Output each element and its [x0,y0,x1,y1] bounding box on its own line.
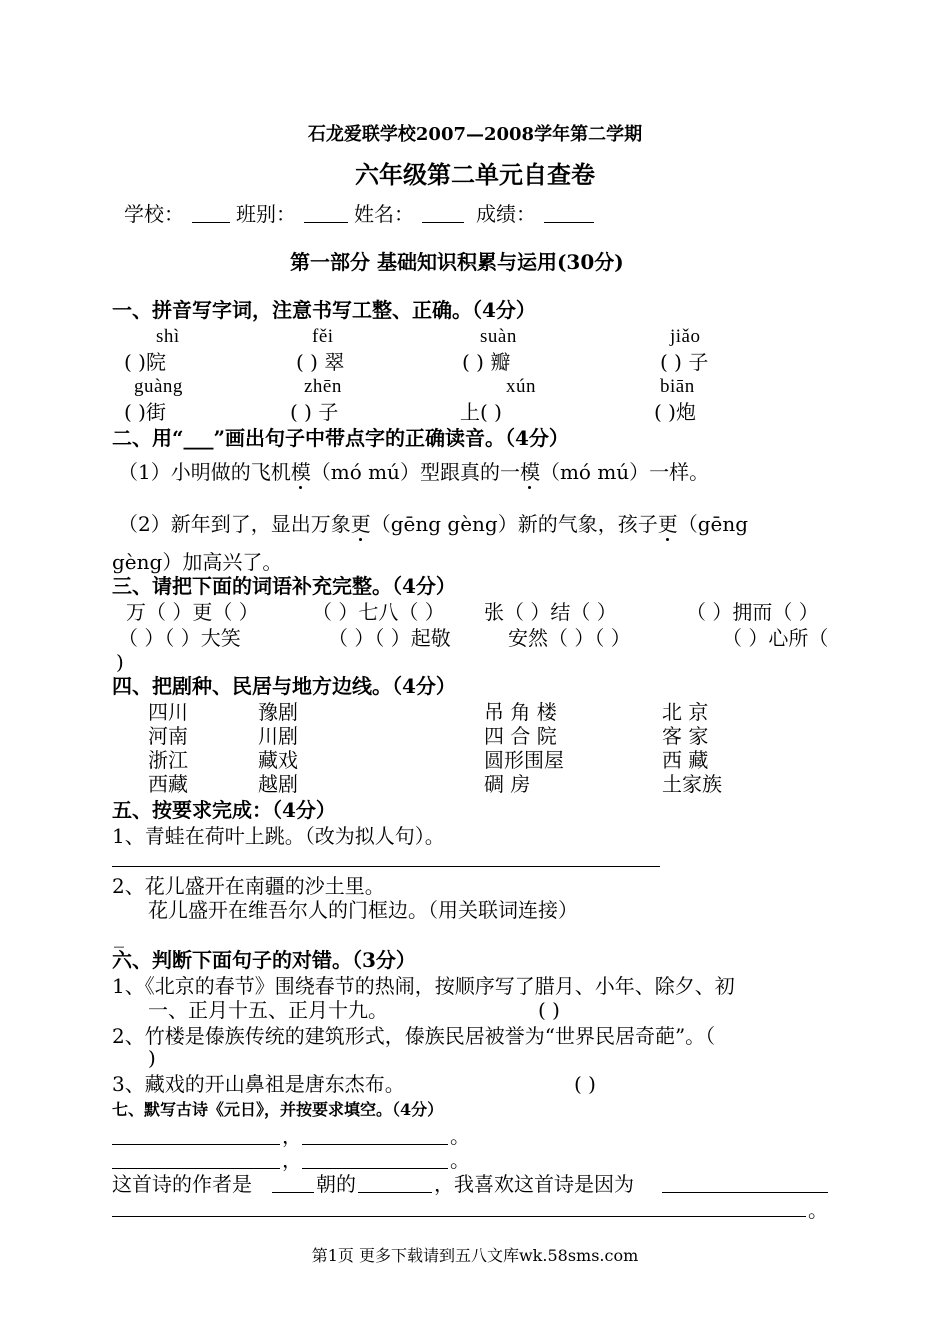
dotted-char: 模 [290,460,311,484]
idiom-8-close: ) [116,650,124,674]
q6-heading: 六、判断下面句子的对错。（3分） [112,948,416,972]
q3-heading: 三、请把下面的词语补充完整。（4分） [112,574,456,598]
dwelling-type[interactable]: 四 合 院 [484,724,557,748]
opera-type[interactable]: 豫剧 [258,700,298,724]
q5-item-2: 2、花儿盛开在南疆的沙土里。 [112,874,385,898]
dynasty-blank[interactable] [358,1192,432,1193]
school-field-blank[interactable] [192,222,230,223]
blank-ban[interactable]: ( ) 瓣 [462,350,511,374]
place-left[interactable]: 西藏 [148,772,188,796]
blank-pao[interactable]: ( )炮 [654,400,696,424]
place-left[interactable]: 浙江 [148,748,188,772]
blank-yuan[interactable]: ( )院 [124,350,166,374]
idiom-4[interactable]: （ ）拥而（ ） [686,600,819,624]
q7-heading: 七、默写古诗《元日》，并按要求填空。（4分） [112,1100,444,1119]
blank-shang[interactable]: 上( ) [460,400,502,424]
q7-author-text-c: ，我喜欢这首诗是因为 [434,1172,634,1196]
poem-comma: ， [282,1148,302,1172]
idiom-5[interactable]: （ ）（ ）大笑 [118,626,241,650]
idiom-1[interactable]: 万（ ）更（ ） [126,600,259,624]
page-footer: 第1页 更多下载请到五八文库wk.58sms.com [311,1246,639,1265]
q2-s1-text-a: （1）小明做的飞机 [118,460,291,484]
reason-blank-1[interactable] [662,1192,828,1193]
score-field-label: 成绩： [476,202,536,226]
idiom-3[interactable]: 张（ ）结（ ） [484,600,617,624]
q2-s2-text-c: （gēng [677,512,749,536]
q2-sentence-1 [118,460,709,484]
class-field-blank[interactable] [304,222,348,223]
poem-line-1a[interactable] [112,1144,280,1145]
place-right[interactable]: 客 家 [662,724,709,748]
idiom-7[interactable]: 安然（ ）（ ） [508,626,631,650]
q6-answer-3[interactable]: ( ) [574,1072,596,1096]
q6-item-1-cont: 一、正月十五、正月十九。 [148,998,388,1022]
name-field-blank[interactable] [422,222,464,223]
q2-s2-text-b: （gēng gèng）新的气象，孩子 [370,512,658,536]
opera-type[interactable]: 越剧 [258,772,298,796]
place-right[interactable]: 北 京 [662,700,709,724]
q5-answer-line-2[interactable]: _ [114,924,124,948]
q5-answer-line-1[interactable] [112,866,660,867]
q2-heading: 二、用“___”画出句子中带点字的正确读音。（4分） [112,426,569,450]
author-blank[interactable] [272,1192,314,1193]
poem-line-2b[interactable] [302,1168,448,1169]
reason-period: 。 [808,1198,828,1222]
blank-cui[interactable]: ( ) 翠 [296,350,345,374]
q2-sentence-2 [118,512,748,536]
dotted-char: 更 [350,512,371,536]
opera-type[interactable]: 川剧 [258,724,298,748]
place-right[interactable]: 土家族 [662,772,722,796]
q4-heading: 四、把剧种、民居与地方边线。（4分） [112,674,456,698]
dwelling-type[interactable]: 吊 角 楼 [484,700,557,724]
poem-period: 。 [450,1124,470,1148]
reason-blank-2[interactable] [112,1216,806,1217]
idiom-6[interactable]: （ ）（ ）起敬 [328,626,451,650]
pinyin-jiao: jiǎo [670,326,701,347]
q5-item-1: 1、青蛙在荷叶上跳。（改为拟人句）。 [112,824,445,848]
pinyin-guang: guàng [134,376,183,397]
q7-author-text-a: 这首诗的作者是 [112,1172,252,1196]
q1-heading: 一、拼音写字词，注意书写工整、正确。（4分） [112,298,536,322]
q6-answer-2[interactable]: ) [148,1046,156,1070]
poem-comma: ， [282,1124,302,1148]
q2-s2-text-a: （2）新年到了，显出万象 [118,512,351,536]
pinyin-suan: suàn [480,326,517,347]
opera-type[interactable]: 藏戏 [258,748,298,772]
q5-heading: 五、按要求完成：（4分） [112,798,336,822]
pinyin-fei: fěi [312,326,334,347]
idiom-2[interactable]: （ ）七八（ ） [312,600,445,624]
page-title: 六年级第二单元自查卷 [355,160,595,189]
q6-item-2: 2、竹楼是傣族传统的建筑形式，傣族民居被誉为“世界民居奇葩”。（ [112,1024,716,1048]
blank-jie[interactable]: ( )街 [124,400,166,424]
blank-zi[interactable]: ( ) 子 [660,350,709,374]
school-field-label: 学校： [124,202,184,226]
place-right[interactable]: 西 藏 [662,748,709,772]
place-left[interactable]: 四川 [148,700,188,724]
poem-line-2a[interactable] [112,1168,280,1169]
q2-sentence-2-cont: gèng）加高兴了。 [112,550,283,574]
blank-zi2[interactable]: ( ) 子 [290,400,339,424]
pinyin-xun: xún [506,376,536,397]
q6-answer-1[interactable]: ( ) [538,998,560,1022]
poem-period: 。 [450,1148,470,1172]
q2-s1-text-c: （mó mú）一样。 [539,460,710,484]
score-field-blank[interactable] [544,222,594,223]
class-field-label: 班别： [236,202,296,226]
poem-line-1b[interactable] [302,1144,448,1145]
dotted-char: 模 [519,460,540,484]
q5-item-2b: 花儿盛开在维吾尔人的门框边。（用关联词连接） [148,898,578,922]
dwelling-type[interactable]: 圆形围屋 [484,748,564,772]
place-left[interactable]: 河南 [148,724,188,748]
pinyin-bian: biān [660,376,695,397]
idiom-8[interactable]: （ ）心所（ [722,626,829,650]
dwelling-type[interactable]: 碉 房 [484,772,531,796]
q7-author-text-b: 朝的 [316,1172,356,1196]
school-term-title: 石龙爱联学校2007—2008学年第二学期 [307,124,643,145]
q6-item-3: 3、藏戏的开山鼻祖是唐东杰布。 [112,1072,405,1096]
q6-item-1: 1、《北京的春节》围绕春节的热闹，按顺序写了腊月、小年、除夕、初 [112,974,735,998]
dotted-char: 更 [657,512,678,536]
part-title: 第一部分 基础知识积累与运用(30分) [290,250,624,274]
pinyin-shi: shì [156,326,180,347]
q2-s1-text-b: （mó mú）型跟真的一 [310,460,520,484]
pinyin-zhen: zhēn [304,376,342,397]
name-field-label: 姓名： [354,202,414,226]
